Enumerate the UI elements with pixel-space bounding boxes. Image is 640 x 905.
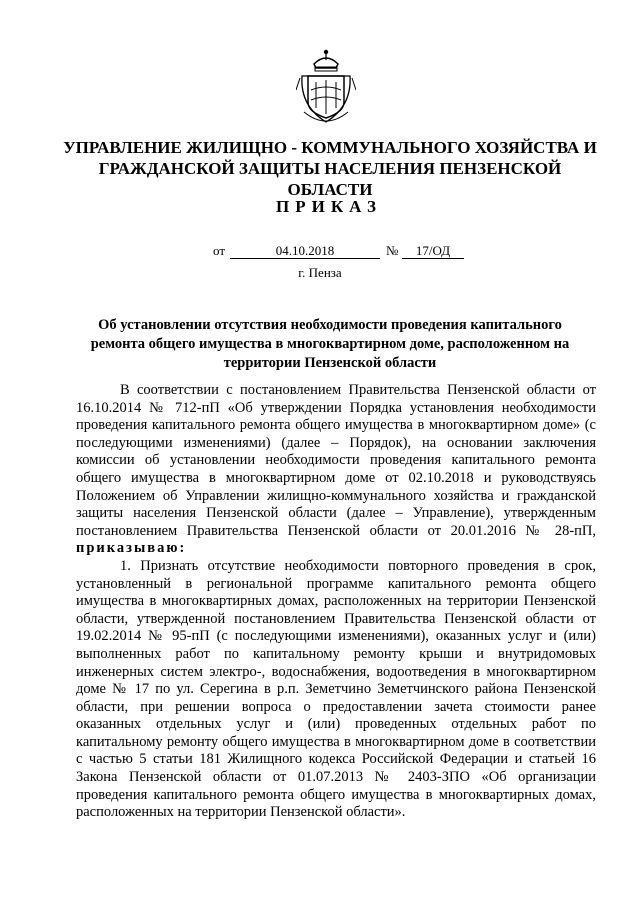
preamble-paragraph: [76, 382, 596, 558]
order-subject: Об установлении отсутствия необходимости проведения капитального ремонта общего имущества в многоквартирном доме, расположенном на территории Пензенской области: [90, 317, 570, 371]
order-date: 04.10.2018: [230, 243, 380, 259]
clause-1-paragraph: 1. Признать отсутствие необходимости повторного проведения в срок, установленный в региональной программе капитального ремонта общего имущества в многоквартирных домах, расположенных на территории Пензенской области, утвержденной постановлением Правительства Пензенской области от 19.02.2014 № 95-пП (с последующими изменениями), оказанных услуг и (или) выполненных работ по капитальному ремонту крыши и внутридомовых инженерных систем электро-, водоснабжения, водоотведения в многоквартирном доме № 17 по ул. Серегина в р.п. Земетчино Земетчинского района Пензенской области, при решении вопроса о предоставлении зачета стоимости ранее оказанных отдельных услуг и (или) проведенных отдельных работ по капитальному ремонту общего имущества в многоквартирном доме в соответствии с частью 5 статьи 181 Жилищного кодекса Российской Федерации и статьей 16 Закона Пензенской области от 01.07.2013 № 2403-ЗПО «Об организации проведения капитального ремонта общего имущества в многоквартирных домах, расположенных на территории Пензенской области».: [76, 557, 596, 821]
order-number: 17/ОД: [402, 243, 464, 259]
city: г. Пенза: [298, 265, 342, 280]
organization-name: УПРАВЛЕНИЕ ЖИЛИЩНО - КОММУНАЛЬНОГО ХОЗЯЙСТВА И ГРАЖДАНСКОЙ ЗАЩИТЫ НАСЕЛЕНИЯ ПЕНЗЕНСКОЙ ОБЛАСТИ: [63, 138, 597, 199]
document-type-title: ПРИКАЗ: [276, 197, 382, 216]
number-prefix: №: [386, 243, 399, 258]
date-prefix: от: [213, 243, 226, 258]
coat-of-arms-emblem-icon: [296, 46, 356, 126]
order-body: [76, 382, 596, 822]
preamble-text: В соответствии с постановлением Правительства Пензенской области от 16.10.2014 № 712-пП «Об утверждении Порядка установления необходимости проведения капитального ремонта общего имущества в многоквартирном доме» (с последующими изменениями) (далее – Порядок), на основании заключения комиссии об установлении необходимости проведения капитального ремонта общего имущества в многоквартирном доме от 02.10.2018 и руководствуясь Положением об Управлении жилищно-коммунального хозяйства и гражданской защиты населения Пензенской области (далее – Управление), утвержденным постановлением Правительства Пензенской области от 20.01.2016 № 28-пП,: [76, 382, 596, 539]
order-word: приказываю:: [76, 540, 187, 557]
